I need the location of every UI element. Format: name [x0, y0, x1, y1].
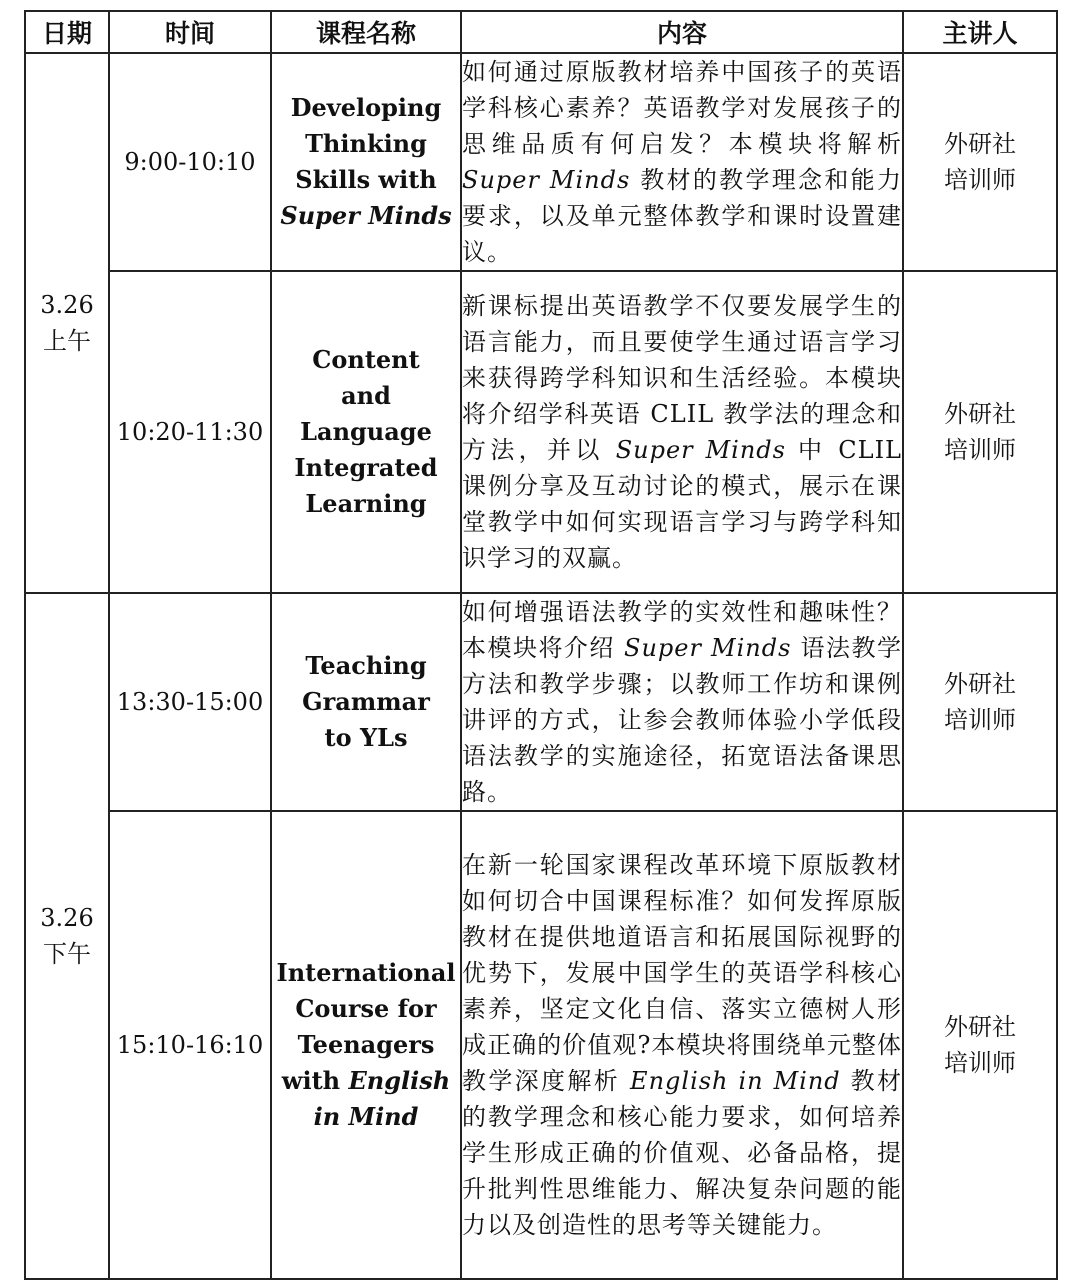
content-text-italic: English in Mind: [630, 1067, 841, 1095]
header-course: 课程名称: [271, 11, 461, 53]
date-value: 3.26: [40, 291, 94, 319]
course-line: Course for: [295, 994, 437, 1023]
course-line: Content: [312, 345, 420, 374]
speaker-line: 外研社: [944, 400, 1016, 428]
speaker-line: 培训师: [944, 706, 1016, 734]
course-cell: [271, 811, 461, 1279]
course-line: Super Minds: [280, 201, 452, 230]
content-text: 如何通过原版教材培养中国孩子的英语学科核心素养？英语教学对发展孩子的思维品质有何启发？本模块将解析: [462, 58, 902, 158]
course-line: Language: [300, 417, 432, 446]
speaker-line: 外研社: [944, 670, 1016, 698]
speaker-line: 外研社: [944, 1013, 1016, 1041]
speaker-cell: [903, 593, 1057, 811]
course-line: Grammar: [302, 687, 430, 716]
content-text-italic: Super Minds: [624, 634, 792, 662]
schedule-wrapper: [24, 10, 1058, 1280]
header-time: 时间: [109, 11, 271, 53]
header-row: [25, 11, 1057, 53]
speaker-cell: [903, 271, 1057, 593]
time-cell: 9:00-10:10: [109, 53, 271, 271]
header-content: 内容: [461, 11, 903, 53]
time-cell: 10:20-11:30: [109, 271, 271, 593]
header-date: 日期: [25, 11, 109, 53]
course-line: [272, 1063, 460, 1099]
content-text: 如何增强语法教学的实效性和趣味性？本模块将介绍: [462, 598, 902, 662]
speaker-line: 培训师: [944, 436, 1016, 464]
time-cell: 15:10-16:10: [109, 811, 271, 1279]
content-text: 教材的教学理念和能力要求，以及单元整体教学和课时设置建议。: [462, 166, 902, 266]
course-fragment-italic: English: [348, 1066, 451, 1095]
course-line: Integrated: [294, 453, 438, 482]
date-cell-morning: [25, 53, 109, 593]
course-line: International: [276, 958, 456, 987]
content-text-italic: Super Minds: [462, 166, 631, 194]
date-cell-afternoon: [25, 593, 109, 1279]
speaker-line: 培训师: [944, 166, 1016, 194]
course-line: Teaching: [305, 651, 427, 680]
content-cell: [461, 811, 903, 1279]
table-row: [25, 271, 1057, 593]
speaker-line: 外研社: [944, 130, 1016, 158]
content-cell: [461, 53, 903, 271]
date-period: 下午: [43, 940, 91, 968]
table-row: [25, 811, 1057, 1279]
table-row: [25, 53, 1057, 271]
content-cell: [461, 593, 903, 811]
schedule-table: [24, 10, 1058, 1280]
course-line: in Mind: [313, 1102, 419, 1131]
content-text: 教材的教学理念和核心能力要求，如何培养学生形成正确的价值观、必备品格，提升批判性思维能力、解决复杂问题的能力以及创造性的思考等关键能力。: [462, 1067, 902, 1239]
course-fragment: with: [281, 1066, 349, 1095]
course-line: Teenagers: [297, 1030, 435, 1059]
content-text: 在新一轮国家课程改革环境下原版教材如何切合中国课程标准？如何发挥原版教材在提供地道语言和拓展国际视野的优势下，发展中国学生的英语学科核心素养，坚定文化自信、落实立德树人形成正确的价值观?本模块将围绕单元整体教学深度解析: [462, 851, 902, 1095]
course-line: Thinking: [305, 129, 427, 158]
speaker-cell: [903, 53, 1057, 271]
table-row: [25, 593, 1057, 811]
course-line: Learning: [305, 489, 427, 518]
course-cell: [271, 271, 461, 593]
speaker-cell: [903, 811, 1057, 1279]
speaker-line: 培训师: [944, 1049, 1016, 1077]
header-speaker: 主讲人: [903, 11, 1057, 53]
content-cell: [461, 271, 903, 593]
content-text: 新课标提出英语教学不仅要发展学生的语言能力，而且要使学生通过语言学习来获得跨学科知识和生活经验。本模块将介绍学科英语 CLIL 教学法的理念和方法，并以: [462, 292, 902, 464]
course-cell: [271, 593, 461, 811]
time-cell: 13:30-15:00: [109, 593, 271, 811]
course-line: Developing: [290, 93, 442, 122]
course-line: to YLs: [324, 723, 408, 752]
course-line: Skills with: [295, 165, 437, 194]
content-text: 中 CLIL 课例分享及互动讨论的模式，展示在课堂教学中如何实现语言学习与跨学科知识学习的双赢。: [462, 436, 902, 572]
date-value: 3.26: [40, 904, 94, 932]
date-period: 上午: [43, 327, 91, 355]
course-line: and: [341, 381, 391, 410]
course-cell: [271, 53, 461, 271]
content-text-italic: Super Minds: [615, 436, 786, 464]
content-text: 语法教学方法和教学步骤；以教师工作坊和课例讲评的方式，让参会教师体验小学低段语法教学的实施途径，拓宽语法备课思路。: [462, 634, 902, 806]
